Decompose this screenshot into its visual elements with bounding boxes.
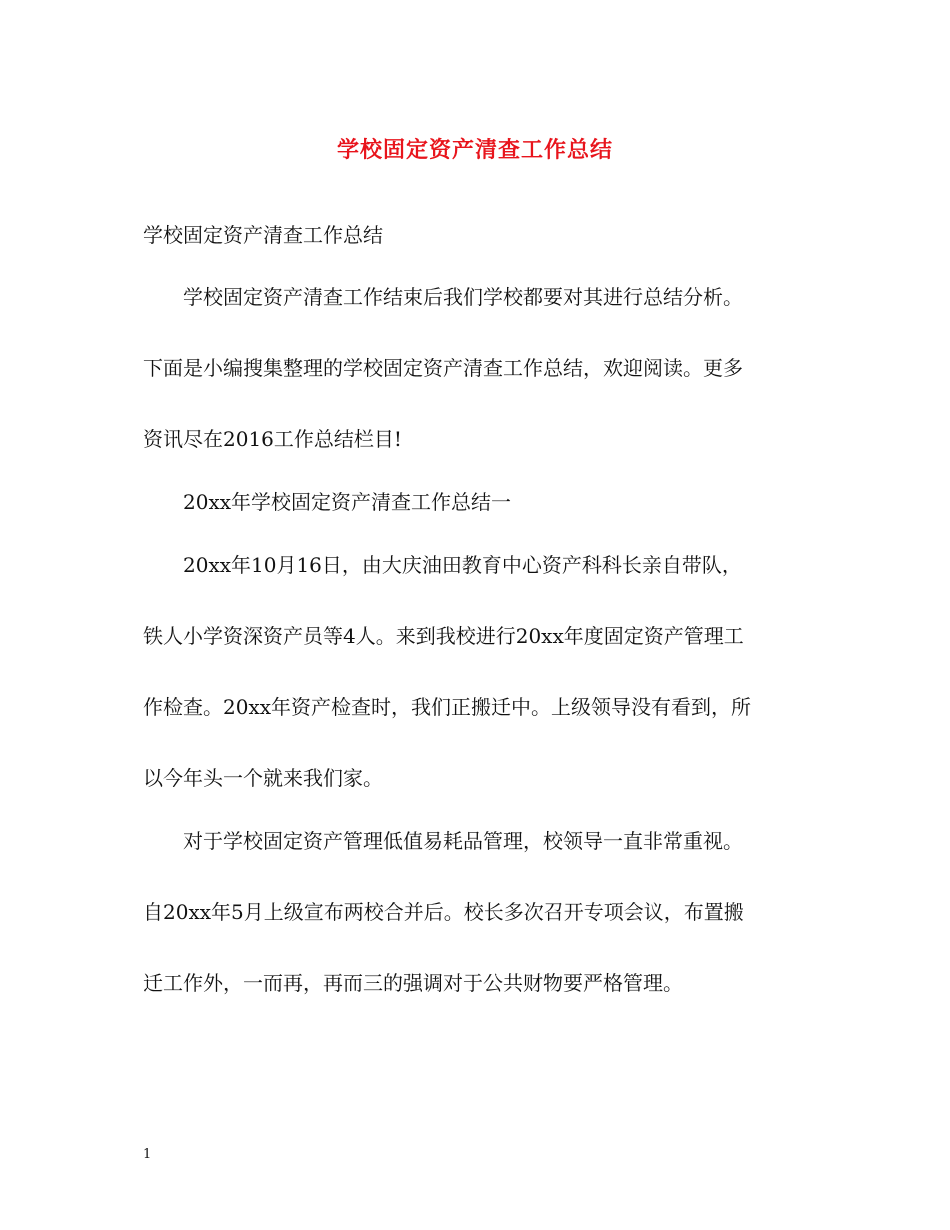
paragraph-line-3: 资讯尽在2016工作总结栏目!	[143, 427, 402, 451]
paragraph-line-4: 20xx年10月16日，由大庆油田教育中心资产科科长亲自带队，	[183, 553, 742, 577]
paragraph-line-8: 对于学校固定资产管理低值易耗品管理，校领导一直非常重视。	[183, 829, 743, 853]
paragraph-line-6: 作检查。20xx年资产检查时，我们正搬迁中。上级领导没有看到，所	[143, 695, 752, 719]
document-title: 学校固定资产清查工作总结	[336, 137, 613, 163]
paragraph-line-9: 自20xx年5月上级宣布两校合并后。校长多次召开专项会议，布置搬	[143, 900, 744, 924]
paragraph-line-2: 下面是小编搜集整理的学校固定资产清查工作总结，欢迎阅读。更多	[143, 356, 743, 380]
paragraph-line-10: 迁工作外，一而再，再而三的强调对于公共财物要严格管理。	[143, 971, 683, 995]
paragraph-line-7: 以今年头一个就来我们家。	[143, 766, 383, 790]
document-subtitle: 学校固定资产清查工作总结	[143, 223, 383, 247]
paragraph-line-1: 学校固定资产清查工作结束后我们学校都要对其进行总结分析。	[183, 285, 743, 309]
section-heading: 20xx年学校固定资产清查工作总结一	[183, 490, 512, 514]
paragraph-line-5: 铁人小学资深资产员等4人。来到我校进行20xx年度固定资产管理工	[143, 624, 744, 648]
page-number: 1	[143, 1147, 152, 1162]
